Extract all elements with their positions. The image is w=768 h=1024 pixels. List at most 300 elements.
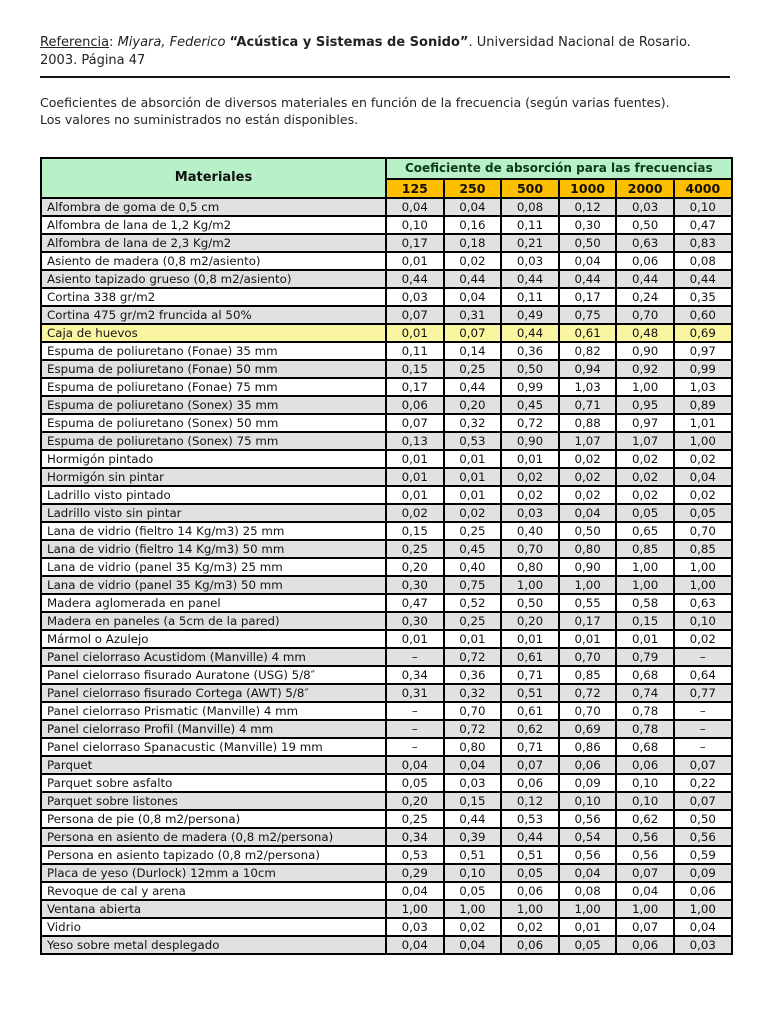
coefficient-cell: 0,31 (386, 684, 444, 702)
coefficient-cell: 0,70 (674, 522, 732, 540)
coefficient-cell: 0,11 (501, 216, 559, 234)
coefficient-cell: 1,03 (674, 378, 732, 396)
material-name-cell: Espuma de poliuretano (Sonex) 50 mm (41, 414, 386, 432)
coefficient-cell: 0,05 (386, 774, 444, 792)
coefficient-cell: 1,00 (444, 900, 502, 918)
coefficient-cell: 0,10 (674, 198, 732, 216)
coefficient-cell: 0,44 (674, 270, 732, 288)
coefficient-cell: 0,80 (501, 558, 559, 576)
coefficient-cell: 0,04 (616, 882, 674, 900)
coefficient-cell: 0,32 (444, 414, 502, 432)
intro-line2: Los valores no suministrados no están disponibles. (40, 112, 359, 128)
coefficient-cell: 0,06 (501, 936, 559, 954)
coefficient-cell: 0,05 (674, 504, 732, 522)
coefficient-cell: 0,07 (674, 792, 732, 810)
materials-table-body (41, 198, 732, 954)
coefficient-cell: 0,59 (674, 846, 732, 864)
table-row (41, 918, 732, 936)
coefficient-cell: 0,64 (674, 666, 732, 684)
coefficient-cell: 0,02 (674, 486, 732, 504)
coefficient-cell: 0,62 (616, 810, 674, 828)
table-row (41, 864, 732, 882)
coefficient-cell: 0,50 (559, 522, 617, 540)
coefficient-cell: 0,52 (444, 594, 502, 612)
coefficient-cell: 1,00 (674, 432, 732, 450)
coefficient-cell: 0,32 (444, 684, 502, 702)
divider-rule (40, 76, 730, 78)
coefficient-cell: 0,56 (674, 828, 732, 846)
coefficient-cell: – (674, 702, 732, 720)
coefficient-cell: 0,50 (616, 216, 674, 234)
coefficient-cell: 0,04 (386, 756, 444, 774)
coefficient-cell: 0,77 (674, 684, 732, 702)
coefficient-cell: 0,04 (674, 918, 732, 936)
coefficient-cell: 0,25 (444, 612, 502, 630)
material-name-cell: Vidrio (41, 918, 386, 936)
table-row (41, 252, 732, 270)
table-row (41, 810, 732, 828)
coefficient-cell: 0,01 (501, 450, 559, 468)
material-name-cell: Lana de vidrio (panel 35 Kg/m3) 50 mm (41, 576, 386, 594)
coefficient-cell: 0,70 (559, 648, 617, 666)
coefficient-cell: 0,65 (616, 522, 674, 540)
coefficient-cell: 0,95 (616, 396, 674, 414)
coefficient-cell: 0,01 (386, 324, 444, 342)
freq-header-cell: 500 (501, 179, 559, 198)
coefficient-cell: 0,44 (501, 324, 559, 342)
coefficient-cell: 0,01 (444, 468, 502, 486)
coefficient-cell: 0,02 (616, 468, 674, 486)
table-row (41, 900, 732, 918)
coefficient-cell: 0,97 (674, 342, 732, 360)
coefficient-cell: 0,99 (501, 378, 559, 396)
coefficient-cell: 0,51 (501, 684, 559, 702)
coefficient-cell: 0,10 (616, 792, 674, 810)
coefficient-cell: 0,05 (444, 882, 502, 900)
coefficient-cell: 0,36 (444, 666, 502, 684)
coefficient-cell: 1,00 (501, 900, 559, 918)
coefficient-cell: 0,02 (674, 630, 732, 648)
table-row (41, 828, 732, 846)
coefficient-cell: 0,45 (444, 540, 502, 558)
reference-author: Miyara, Federico (117, 35, 230, 50)
table-row (41, 504, 732, 522)
material-name-cell: Panel cielorraso fisurado Cortega (AWT) 5/8″ (41, 684, 386, 702)
table-row (41, 882, 732, 900)
coefficient-cell: 0,78 (616, 720, 674, 738)
coefficient-cell: 0,05 (559, 936, 617, 954)
coefficient-cell: 0,01 (444, 630, 502, 648)
coefficient-cell: – (386, 738, 444, 756)
coefficient-cell: 0,56 (616, 828, 674, 846)
coefficient-cell: 1,00 (674, 558, 732, 576)
coefficient-cell: – (386, 702, 444, 720)
coefficient-cell: 1,00 (616, 576, 674, 594)
table-row (41, 612, 732, 630)
coefficient-cell: 0,03 (616, 198, 674, 216)
coefficient-cell: 0,20 (501, 612, 559, 630)
coefficient-cell: – (674, 738, 732, 756)
coefficient-cell: 0,01 (559, 918, 617, 936)
coefficient-cell: 0,08 (559, 882, 617, 900)
coefficient-cell: 0,25 (444, 360, 502, 378)
freq-header-cell: 4000 (674, 179, 732, 198)
coefficient-cell: 1,01 (674, 414, 732, 432)
coefficient-cell: 0,71 (501, 738, 559, 756)
coefficient-cell: 0,68 (616, 666, 674, 684)
material-name-cell: Lana de vidrio (fieltro 14 Kg/m3) 50 mm (41, 540, 386, 558)
coefficient-cell: 0,02 (559, 486, 617, 504)
coefficient-cell: 0,01 (616, 630, 674, 648)
coefficient-cell: 0,10 (559, 792, 617, 810)
coefficient-cell: 1,00 (616, 378, 674, 396)
coefficient-cell: 0,36 (501, 342, 559, 360)
coefficient-cell: 0,12 (559, 198, 617, 216)
coefficient-cell: 0,04 (444, 198, 502, 216)
coefficient-cell: 1,00 (501, 576, 559, 594)
coefficient-cell: 0,07 (674, 756, 732, 774)
coefficient-cell: 0,03 (674, 936, 732, 954)
material-name-cell: Espuma de poliuretano (Sonex) 35 mm (41, 396, 386, 414)
coefficient-cell: 0,82 (559, 342, 617, 360)
coefficient-cell: 0,44 (559, 270, 617, 288)
coefficient-cell: 0,69 (674, 324, 732, 342)
coefficient-cell: 0,90 (616, 342, 674, 360)
table-row (41, 666, 732, 684)
freq-header-cell: 125 (386, 179, 444, 198)
intro-line1: Coeficientes de absorción de diversos materiales en función de la frecuencia (según varias fuentes). (40, 95, 670, 111)
book-title: “Acústica y Sistemas de Sonido” (229, 35, 469, 50)
coefficient-cell: 0,01 (559, 630, 617, 648)
coefficient-cell: 0,99 (674, 360, 732, 378)
coefficient-cell: 0,01 (386, 252, 444, 270)
table-header-row-1 (41, 158, 732, 179)
coefficient-cell: 0,70 (616, 306, 674, 324)
material-name-cell: Espuma de poliuretano (Fonae) 35 mm (41, 342, 386, 360)
material-name-cell: Alfombra de goma de 0,5 cm (41, 198, 386, 216)
coefficient-cell: 0,03 (444, 774, 502, 792)
coefficient-cell: 0,04 (444, 936, 502, 954)
coefficient-cell: 0,56 (559, 846, 617, 864)
material-name-cell: Panel cielorraso fisurado Auratone (USG) 5/8″ (41, 666, 386, 684)
table-row (41, 414, 732, 432)
coefficient-cell: 0,83 (674, 234, 732, 252)
coefficient-cell: 0,49 (501, 306, 559, 324)
table-row (41, 468, 732, 486)
coefficient-cell: 0,01 (444, 450, 502, 468)
coefficient-cell: 0,10 (444, 864, 502, 882)
coefficient-cell: 0,44 (501, 828, 559, 846)
material-name-cell: Panel cielorraso Profil (Manville) 4 mm (41, 720, 386, 738)
coefficient-cell: 0,92 (616, 360, 674, 378)
material-name-cell: Yeso sobre metal desplegado (41, 936, 386, 954)
coefficient-cell: 0,06 (616, 252, 674, 270)
coefficient-cell: 0,02 (616, 486, 674, 504)
coefficient-cell: 0,22 (674, 774, 732, 792)
materials-header-cell: Materiales (41, 158, 386, 198)
material-name-cell: Espuma de poliuretano (Fonae) 75 mm (41, 378, 386, 396)
material-name-cell: Lana de vidrio (fieltro 14 Kg/m3) 25 mm (41, 522, 386, 540)
coefficient-cell: 0,80 (559, 540, 617, 558)
material-name-cell: Asiento de madera (0,8 m2/asiento) (41, 252, 386, 270)
coefficient-cell: 0,04 (559, 504, 617, 522)
coefficient-cell: 0,25 (386, 540, 444, 558)
table-row (41, 396, 732, 414)
material-name-cell: Asiento tapizado grueso (0,8 m2/asiento) (41, 270, 386, 288)
coefficient-cell: 0,68 (616, 738, 674, 756)
coefficient-cell: 0,06 (501, 774, 559, 792)
coefficient-cell: 0,21 (501, 234, 559, 252)
coefficient-cell: 0,70 (559, 702, 617, 720)
coefficient-cell: 0,72 (501, 414, 559, 432)
table-row (41, 936, 732, 954)
coefficient-cell: 0,04 (559, 252, 617, 270)
intro-paragraph (40, 94, 730, 129)
coefficient-cell: 0,02 (501, 486, 559, 504)
coefficient-cell: 0,04 (386, 936, 444, 954)
coefficient-cell: 0,85 (559, 666, 617, 684)
coefficient-cell: 0,56 (559, 810, 617, 828)
coefficient-cell: – (674, 720, 732, 738)
table-row (41, 486, 732, 504)
coefficient-cell: 0,34 (386, 666, 444, 684)
coefficient-cell: 0,78 (616, 702, 674, 720)
coefficient-cell: 0,04 (444, 756, 502, 774)
reference-rest: . Universidad Nacional de Rosario. (468, 35, 691, 50)
material-name-cell: Caja de huevos (41, 324, 386, 342)
material-name-cell: Persona en asiento de madera (0,8 m2/persona) (41, 828, 386, 846)
coefficient-cell: 1,03 (559, 378, 617, 396)
coefficient-cell: 0,90 (501, 432, 559, 450)
table-row (41, 288, 732, 306)
material-name-cell: Parquet (41, 756, 386, 774)
coefficient-cell: 0,80 (444, 738, 502, 756)
coefficient-cell: – (386, 648, 444, 666)
material-name-cell: Mármol o Azulejo (41, 630, 386, 648)
material-name-cell: Parquet sobre listones (41, 792, 386, 810)
table-row (41, 702, 732, 720)
material-name-cell: Cortina 338 gr/m2 (41, 288, 386, 306)
material-name-cell: Alfombra de lana de 2,3 Kg/m2 (41, 234, 386, 252)
coefficient-cell: 0,06 (674, 882, 732, 900)
table-row (41, 324, 732, 342)
coefficient-cell: 0,17 (559, 288, 617, 306)
coefficient-cell: 0,25 (444, 522, 502, 540)
coefficient-cell: 1,07 (616, 432, 674, 450)
coefficient-cell: 0,30 (386, 612, 444, 630)
table-row (41, 630, 732, 648)
coefficient-cell: 0,03 (501, 504, 559, 522)
coefficient-cell: 0,86 (559, 738, 617, 756)
reference-line2: 2003. Página 47 (40, 52, 146, 68)
table-row (41, 234, 732, 252)
coefficient-cell: 0,06 (501, 882, 559, 900)
coefficient-cell: 0,01 (444, 486, 502, 504)
coefficient-cell: 0,10 (616, 774, 674, 792)
coefficient-cell: 0,48 (616, 324, 674, 342)
coefficient-cell: 0,44 (501, 270, 559, 288)
coefficient-cell: 0,01 (386, 450, 444, 468)
table-row (41, 198, 732, 216)
coefficient-cell: 0,50 (501, 360, 559, 378)
coefficient-cell: 0,24 (616, 288, 674, 306)
table-row (41, 540, 732, 558)
material-name-cell: Revoque de cal y arena (41, 882, 386, 900)
coefficient-cell: 0,40 (501, 522, 559, 540)
coefficient-cell: 0,63 (616, 234, 674, 252)
material-name-cell: Lana de vidrio (panel 35 Kg/m3) 25 mm (41, 558, 386, 576)
coefficient-cell: 0,75 (559, 306, 617, 324)
coefficient-cell: 0,11 (501, 288, 559, 306)
freq-header-cell: 250 (444, 179, 502, 198)
material-name-cell: Ladrillo visto sin pintar (41, 504, 386, 522)
material-name-cell: Cortina 475 gr/m2 fruncida al 50% (41, 306, 386, 324)
coefficient-cell: 0,13 (386, 432, 444, 450)
coefficient-cell: 0,08 (501, 198, 559, 216)
coefficient-cell: 0,01 (386, 630, 444, 648)
coefficient-cell: 0,07 (616, 918, 674, 936)
coefficient-cell: 0,02 (386, 504, 444, 522)
coefficient-cell: 0,17 (386, 234, 444, 252)
freq-header-cell: 2000 (616, 179, 674, 198)
coefficient-cell: 0,07 (386, 306, 444, 324)
coefficient-cell: 0,45 (501, 396, 559, 414)
table-row (41, 792, 732, 810)
coefficient-cell: 0,54 (559, 828, 617, 846)
coefficient-cell: 0,44 (444, 810, 502, 828)
coefficient-cell: 0,94 (559, 360, 617, 378)
table-row (41, 720, 732, 738)
table-row (41, 738, 732, 756)
coefficient-cell: 0,03 (386, 288, 444, 306)
coefficient-cell: 0,56 (616, 846, 674, 864)
table-row (41, 648, 732, 666)
coefficient-cell: 0,70 (444, 702, 502, 720)
coefficient-cell: 0,90 (559, 558, 617, 576)
coefficient-cell: 1,00 (616, 558, 674, 576)
table-row (41, 306, 732, 324)
material-name-cell: Hormigón pintado (41, 450, 386, 468)
coefficient-cell: 0,71 (559, 396, 617, 414)
coefficient-cell: 0,02 (674, 450, 732, 468)
reference-colon: : (109, 35, 118, 50)
coefficient-cell: 0,15 (616, 612, 674, 630)
coefficient-cell: 0,17 (559, 612, 617, 630)
coefficient-cell: 0,51 (501, 846, 559, 864)
coefficient-cell: 0,04 (386, 882, 444, 900)
material-name-cell: Espuma de poliuretano (Sonex) 75 mm (41, 432, 386, 450)
coefficient-cell: 0,47 (674, 216, 732, 234)
coefficient-cell: 0,61 (559, 324, 617, 342)
coefficient-cell: 0,61 (501, 702, 559, 720)
coefficient-cell: 0,97 (616, 414, 674, 432)
coefficient-cell: 0,70 (501, 540, 559, 558)
coefficient-cell: 0,15 (386, 522, 444, 540)
coefficient-cell: 1,00 (559, 900, 617, 918)
table-row (41, 432, 732, 450)
freq-header-cell: 1000 (559, 179, 617, 198)
coefficient-cell: 0,02 (616, 450, 674, 468)
table-row (41, 216, 732, 234)
coefficient-cell: 0,34 (386, 828, 444, 846)
coefficient-cell: – (674, 648, 732, 666)
coefficient-cell: 0,61 (501, 648, 559, 666)
coefficient-cell: 0,58 (616, 594, 674, 612)
coefficient-cell: 0,01 (386, 468, 444, 486)
coefficient-cell: – (386, 720, 444, 738)
coefficient-cell: 0,53 (444, 432, 502, 450)
coefficient-cell: 0,62 (501, 720, 559, 738)
coefficient-cell: 0,09 (674, 864, 732, 882)
material-name-cell: Madera aglomerada en panel (41, 594, 386, 612)
material-name-cell: Placa de yeso (Durlock) 12mm a 10cm (41, 864, 386, 882)
coefficient-cell: 0,31 (444, 306, 502, 324)
coefficient-cell: 0,74 (616, 684, 674, 702)
coefficient-cell: 0,72 (444, 720, 502, 738)
coefficient-cell: 0,08 (674, 252, 732, 270)
coefficient-cell: 0,06 (616, 936, 674, 954)
coefficient-cell: 0,01 (501, 630, 559, 648)
material-name-cell: Hormigón sin pintar (41, 468, 386, 486)
coefficient-cell: 0,72 (559, 684, 617, 702)
coefficient-cell: 0,30 (386, 576, 444, 594)
coefficient-cell: 0,03 (386, 918, 444, 936)
coefficient-cell: 0,50 (674, 810, 732, 828)
coefficient-cell: 0,02 (501, 468, 559, 486)
coefficient-cell: 0,53 (501, 810, 559, 828)
coefficient-cell: 0,17 (386, 378, 444, 396)
coefficient-cell: 0,51 (444, 846, 502, 864)
coefficient-cell: 0,53 (386, 846, 444, 864)
coefficient-cell: 0,20 (386, 558, 444, 576)
coefficient-cell: 0,16 (444, 216, 502, 234)
coefficient-cell: 0,69 (559, 720, 617, 738)
coefficient-cell: 0,85 (674, 540, 732, 558)
coefficient-cell: 0,18 (444, 234, 502, 252)
table-row (41, 684, 732, 702)
material-name-cell: Ladrillo visto pintado (41, 486, 386, 504)
material-name-cell: Ventana abierta (41, 900, 386, 918)
coefficient-cell: 1,07 (559, 432, 617, 450)
material-name-cell: Persona de pie (0,8 m2/persona) (41, 810, 386, 828)
coefficient-cell: 0,07 (386, 414, 444, 432)
coefficient-cell: 0,06 (616, 756, 674, 774)
coefficient-cell: 0,25 (386, 810, 444, 828)
coefficient-cell: 0,50 (501, 594, 559, 612)
coefficient-cell: 1,00 (674, 900, 732, 918)
table-row (41, 576, 732, 594)
coefficient-cell: 0,85 (616, 540, 674, 558)
table-row (41, 270, 732, 288)
coefficient-cell: 0,39 (444, 828, 502, 846)
coefficient-cell: 0,40 (444, 558, 502, 576)
material-name-cell: Panel cielorraso Spanacustic (Manville) 19 mm (41, 738, 386, 756)
coefficient-cell: 0,63 (674, 594, 732, 612)
coefficient-cell: 0,14 (444, 342, 502, 360)
coefficient-cell: 0,07 (501, 756, 559, 774)
table-row (41, 378, 732, 396)
coefficient-cell: 0,35 (674, 288, 732, 306)
coefficient-cell: 0,60 (674, 306, 732, 324)
coefficient-cell: 0,30 (559, 216, 617, 234)
materials-table (40, 157, 733, 955)
coefficient-cell: 0,44 (444, 270, 502, 288)
coefficient-cell: 0,02 (444, 252, 502, 270)
material-name-cell: Madera en paneles (a 5cm de la pared) (41, 612, 386, 630)
coefficient-cell: 0,88 (559, 414, 617, 432)
table-row (41, 450, 732, 468)
table-row (41, 846, 732, 864)
